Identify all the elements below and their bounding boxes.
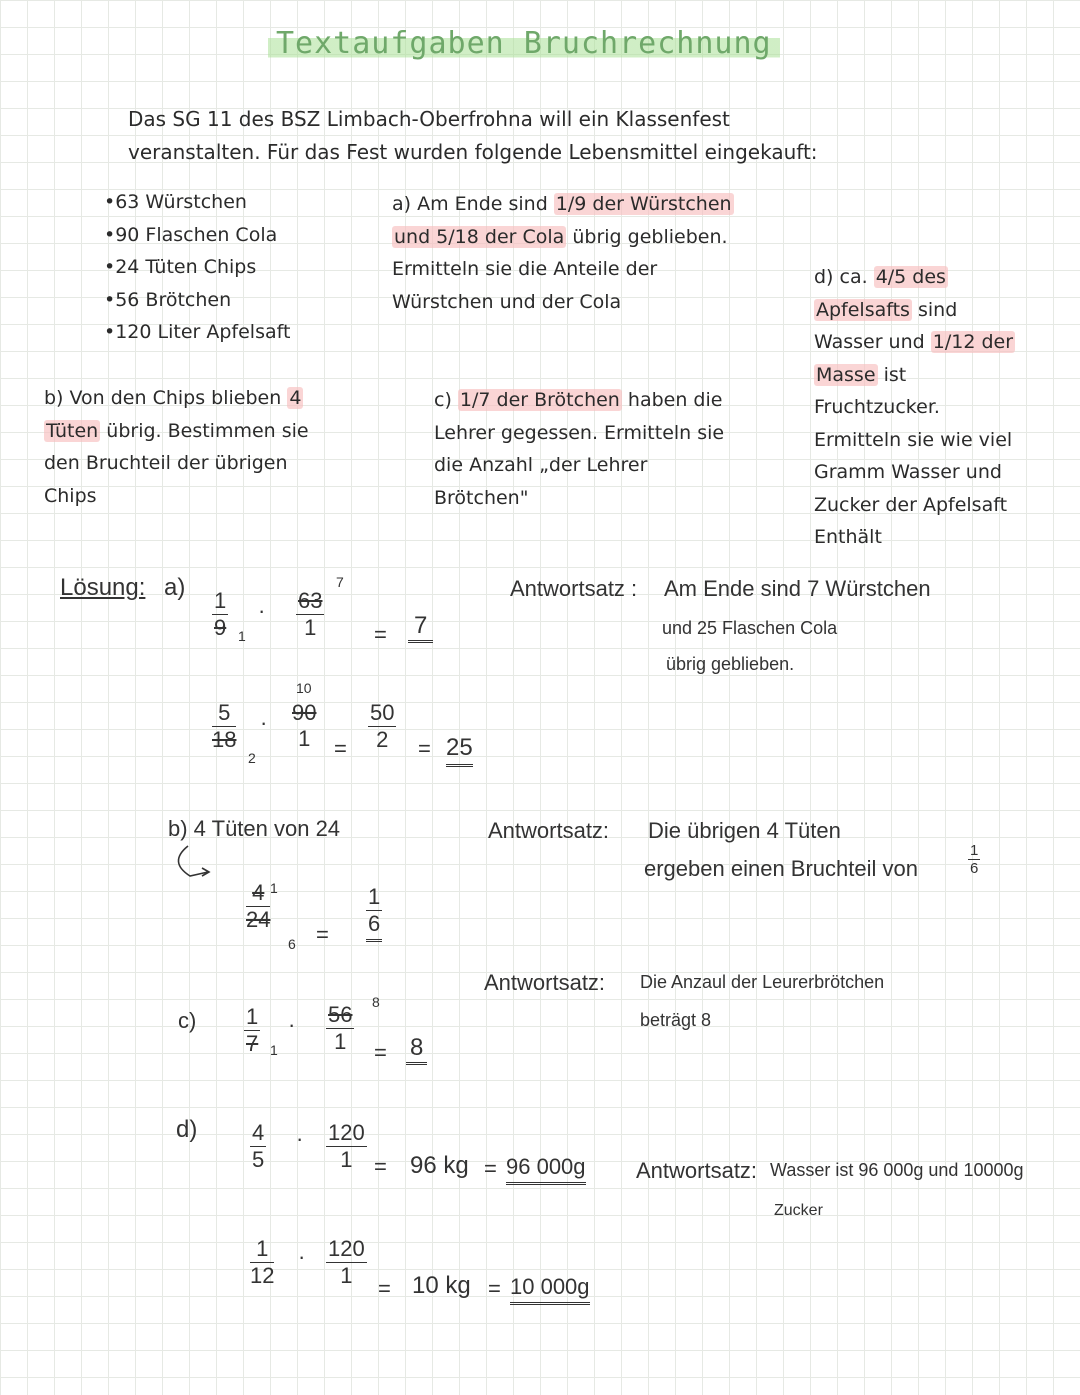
fraction-denominator: 18 [212,727,237,752]
intro-line-1: Das SG 11 des BSZ Limbach-Oberfrohna will ein Klassenfest [128,107,730,131]
fraction-denominator: 9 [214,615,227,640]
answer-c-line-1: Die Anzaul der Leurerbrötchen [640,972,885,992]
multiply-dot: · [260,710,268,735]
result-zucker-g: 10 000g [510,1274,590,1305]
task-b-text: Chips [44,484,97,507]
cancelled-value: 1 [270,880,278,896]
fraction [368,700,396,753]
cancelled-value: 8 [372,994,380,1010]
task-c-text: Brötchen" [434,486,529,509]
fraction [244,1004,260,1057]
intro-line-2: veranstalten. Für das Fest wurden folgende Lebensmittel eingekauft: [128,139,818,164]
task-d-highlight: 4/5 des [875,266,946,288]
fraction-numerator: 120 [328,1120,365,1145]
answer-c-line-2: beträgt 8 [640,1010,712,1030]
fraction-numerator: 4 [246,880,270,907]
answer-b-fraction [968,842,980,877]
task-c [434,384,724,514]
answer-b-label: Antwortsatz: [488,818,610,843]
task-a-text: übrig geblieben. [566,225,728,248]
task-c-highlight: 1/7 der Brötchen [459,389,620,411]
shopping-list [104,186,290,349]
task-c-text: die Anzahl „der Lehrer [434,454,648,476]
solution-label: Lösung: [60,574,146,601]
fraction [250,1120,266,1173]
list-item: •56 Brötchen [104,288,232,311]
answer-a-line-2: und 25 Flaschen Cola [662,618,838,638]
result-cola: 25 [446,734,473,767]
list-item: •24 Tüten Chips [104,256,257,278]
task-d-text: sind [911,298,958,321]
intro-text [128,103,818,168]
task-b-text: b) Von den Chips blieben [44,387,288,409]
task-a [392,188,734,318]
fraction [290,700,318,752]
task-d-text: Enthält [814,526,882,548]
fraction [326,1120,367,1173]
answer-a-label: Antwortsatz : [510,576,638,601]
fraction [326,1236,367,1289]
task-d-text: Zucker der Apfelsaft [814,493,1008,516]
result-fraction [366,884,382,942]
equals-sign: = [316,922,329,947]
task-d-text: d) ca. [814,266,874,288]
fraction-numerator: 5 [212,700,236,727]
task-b [44,382,309,512]
task-d-highlight: Masse [816,363,876,386]
multiply-dot: · [288,1012,296,1037]
cancelled-value: 7 [336,574,344,590]
solution-a-label: a) [164,574,186,601]
task-a-text: Ermitteln sie die Anteile der [392,258,658,280]
task-d-text: Fruchtzucker. [814,396,940,418]
fraction [212,700,236,753]
task-a-highlight: und 5/18 der Cola [394,225,565,248]
cancelled-value: 1 [238,628,246,644]
fraction-numerator: 1 [368,884,381,909]
fraction-numerator: 1 [246,1004,259,1029]
equals-sign: = [374,1040,387,1065]
fraction-denominator: 1 [334,1029,347,1054]
curved-arrow-icon [168,842,228,882]
answer-d-line-1: Wasser ist 96 000g und 10000g [770,1160,1024,1180]
fraction-denominator: 5 [252,1147,265,1172]
equals-sign: = [484,1156,497,1181]
result-broetchen: 8 [406,1034,427,1065]
task-d-text: Ermitteln sie wie viel [814,428,1013,451]
equals-sign: = [418,736,431,761]
solution-d-label: d) [176,1116,198,1143]
task-a-text: Würstchen und der Cola [392,290,622,313]
fraction [326,1002,354,1055]
task-d [814,261,1015,554]
cancelled-value: 1 [270,1042,278,1058]
task-d-text: Wasser und [814,331,931,353]
fraction-numerator: 1 [250,1236,274,1263]
fraction-denominator: 1 [340,1263,353,1288]
answer-d-label: Antwortsatz: [636,1158,758,1183]
answer-a-line-1: Am Ende sind 7 Würstchen [664,576,931,601]
task-c-text: c) [434,389,458,411]
fraction-numerator: 90 [292,700,317,725]
equals-sign: = [374,1154,387,1179]
list-item: •120 Liter Apfelsaft [104,321,291,343]
fraction-numerator: 63 [298,588,323,613]
fraction-numerator: 1 [214,588,227,613]
task-c-text: haben die [621,389,723,411]
task-a-text: a) Am Ende sind [392,193,554,215]
task-b-highlight: 4 [289,387,302,409]
answer-d-line-2: Zucker [774,1202,823,1219]
solution-b-line: b) 4 Tüten von 24 [168,816,341,841]
result-zucker-kg: 10 kg [412,1272,471,1299]
cancelled-value: 6 [288,936,296,952]
answer-b-line-2: ergeben einen Bruchteil von [644,856,918,881]
list-item: •63 Würstchen [104,191,247,213]
fraction [296,588,324,641]
task-c-text: Lehrer gegessen. Ermitteln sie [434,421,725,444]
answer-a-line-3: übrig geblieben. [666,654,795,674]
result-wasser-kg: 96 kg [410,1152,469,1179]
fraction-numerator: 56 [328,1002,353,1027]
fraction [250,1236,274,1289]
task-b-highlight: Tüten [46,419,99,442]
fraction-numerator: 50 [370,700,395,725]
answer-c-label: Antwortsatz: [484,970,606,995]
fraction-denominator: 24 [246,907,271,932]
list-item: •90 Flaschen Cola [104,223,278,246]
fraction-numerator: 120 [328,1236,365,1261]
answer-b-line-1: Die übrigen 4 Tüten [648,818,841,843]
fraction-numerator: 1 [970,842,979,859]
page-title: Textaufgaben Bruchrechnung [268,26,780,61]
solution-c-label: c) [178,1008,197,1033]
fraction-denominator: 12 [250,1263,275,1288]
fraction-denominator: 6 [970,860,979,877]
multiply-dot: · [296,1126,304,1151]
task-d-text: Gramm Wasser und [814,461,1002,483]
result-wasser-g: 96 000g [506,1154,586,1185]
task-d-text: ist [877,363,907,386]
task-d-highlight: Apfelsafts [816,298,910,321]
fraction-denominator: 2 [376,727,389,752]
task-b-text: den Bruchteil der übrigen [44,452,288,474]
fraction [212,588,228,641]
fraction-denominator: 1 [298,726,311,751]
result-wuerstchen: 7 [408,612,433,643]
multiply-dot: · [298,1244,306,1269]
task-b-text: übrig. Bestimmen sie [100,419,309,442]
cancelled-value: 2 [248,750,256,766]
equals-sign: = [488,1276,501,1301]
fraction-denominator: 6 [366,911,382,942]
fraction [246,880,270,933]
fraction-denominator: 1 [304,615,317,640]
fraction-denominator: 1 [340,1147,353,1172]
task-a-highlight: 1/9 der Würstchen [555,193,732,215]
equals-sign: = [334,736,347,761]
fraction-numerator: 4 [252,1120,265,1145]
equals-sign: = [378,1276,391,1301]
task-d-highlight: 1/12 der [932,331,1014,353]
equals-sign: = [374,622,387,647]
cancelled-value: 10 [296,680,312,696]
multiply-dot: · [258,598,266,623]
fraction-denominator: 7 [246,1031,259,1056]
